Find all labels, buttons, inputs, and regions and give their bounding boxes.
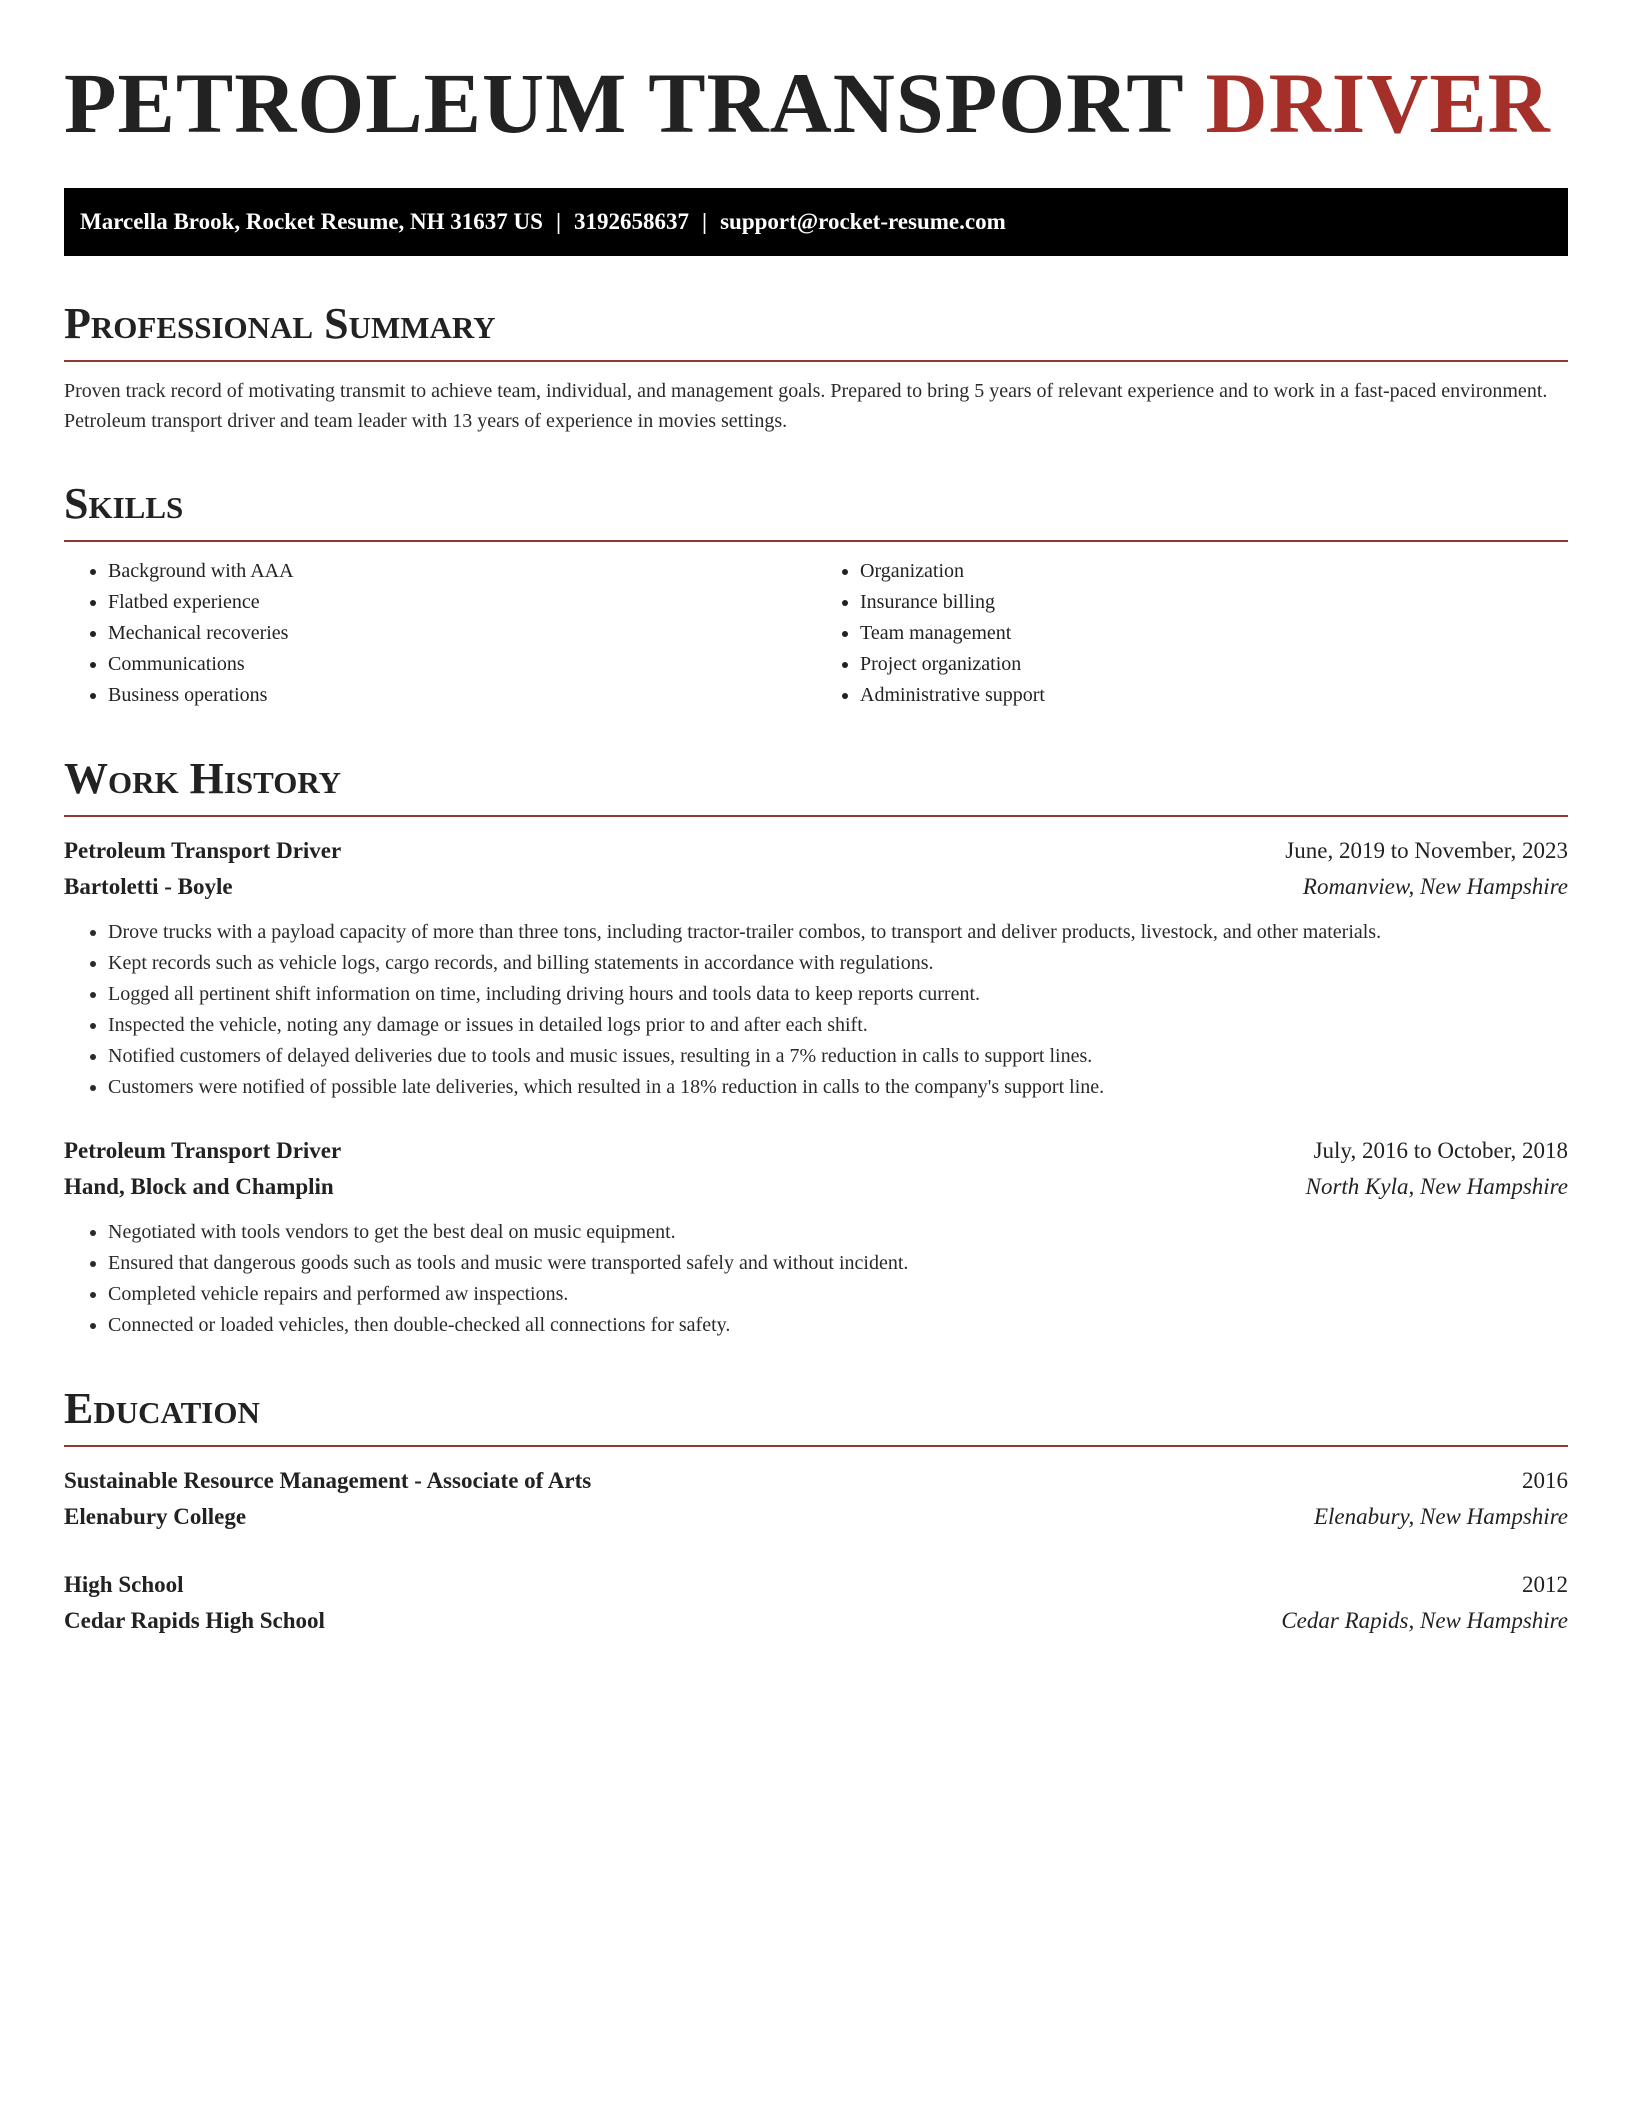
resume-title-main: PETROLEUM TRANSPORT <box>64 55 1184 151</box>
education-location: Elenabury, New Hampshire <box>1313 1504 1568 1529</box>
skill-item: • Communications <box>108 649 816 680</box>
education-school-row <box>64 1499 1568 1535</box>
job-bullet: • Ensured that dangerous goods such as tools and music were transported safely and without incident. <box>108 1248 1568 1279</box>
education-year: 2012 <box>1522 1572 1568 1597</box>
contact-phone: 3192658637 <box>574 209 690 234</box>
section-title-summary: Professional Summary <box>64 298 1568 362</box>
section-title-work-history: Work History <box>64 753 1568 817</box>
job-bullet: • Customers were notified of possible late deliveries, which resulted in a 18% reduction in calls to the company's support line. <box>108 1072 1568 1103</box>
skill-item: • Business operations <box>108 680 816 711</box>
job-role: Petroleum Transport Driver <box>64 1138 342 1163</box>
skill-item: • Insurance billing <box>860 587 1568 618</box>
education-school: Cedar Rapids High School <box>64 1608 325 1633</box>
job-dates: June, 2019 to November, 2023 <box>1285 838 1568 863</box>
skill-item: • Team management <box>860 618 1568 649</box>
job-entry <box>64 1133 1568 1341</box>
education-school-row <box>64 1603 1568 1639</box>
job-bullets <box>64 917 1568 1103</box>
job-location: North Kyla, New Hampshire <box>1305 1174 1568 1199</box>
education-entry <box>64 1567 1568 1639</box>
skills-section <box>64 478 1568 711</box>
job-bullet: • Inspected the vehicle, noting any damage or issues in detailed logs prior to and after each shift. <box>108 1010 1568 1041</box>
contact-bar <box>64 188 1568 256</box>
skills-list-left <box>64 556 816 711</box>
resume-title <box>64 48 1568 158</box>
contact-address: Marcella Brook, Rocket Resume, NH 31637 US <box>80 209 543 234</box>
contact-email: support@rocket-resume.com <box>720 209 1006 234</box>
skill-item: • Administrative support <box>860 680 1568 711</box>
job-bullet: • Logged all pertinent shift information on time, including driving hours and tools data to keep reports current. <box>108 979 1568 1010</box>
job-company-row <box>64 1169 1568 1205</box>
job-bullet: • Completed vehicle repairs and performed aw inspections. <box>108 1279 1568 1310</box>
skill-item: • Background with AAA <box>108 556 816 587</box>
job-bullet: • Drove trucks with a payload capacity of more than three tons, including tractor-trailer combos, to transport and deliver products, livestock, and other materials. <box>108 917 1568 948</box>
education-section <box>64 1383 1568 1639</box>
education-degree: High School <box>64 1572 184 1597</box>
summary-section <box>64 298 1568 436</box>
contact-separator: | <box>555 209 562 234</box>
section-title-education: Education <box>64 1383 1568 1447</box>
summary-text: Proven track record of motivating transmit to achieve team, individual, and management goals. Prepared to bring 5 years of relevant experience and to work in a fast-paced environment. Petroleum transport driver and team leader with 13 years of experience in movies settings. <box>64 380 1548 432</box>
education-header-row <box>64 1567 1568 1603</box>
job-bullet: • Connected or loaded vehicles, then double-checked all connections for safety. <box>108 1310 1568 1341</box>
skill-item: • Mechanical recoveries <box>108 618 816 649</box>
contact-separator: | <box>702 209 708 234</box>
skill-item: • Flatbed experience <box>108 587 816 618</box>
job-dates: July, 2016 to October, 2018 <box>1313 1138 1568 1163</box>
job-header-row <box>64 1133 1568 1169</box>
job-company-row <box>64 869 1568 905</box>
job-bullet: • Kept records such as vehicle logs, cargo records, and billing statements in accordance with regulations. <box>108 948 1568 979</box>
skills-list-right <box>816 556 1568 711</box>
skills-columns <box>64 556 1568 711</box>
job-location: Romanview, New Hampshire <box>1302 874 1568 899</box>
skill-item: • Organization <box>860 556 1568 587</box>
education-degree: Sustainable Resource Management - Associate of Arts <box>64 1468 592 1493</box>
education-year: 2016 <box>1522 1468 1568 1493</box>
section-title-skills: Skills <box>64 478 1568 542</box>
job-entry <box>64 833 1568 1103</box>
job-company: Hand, Block and Champlin <box>64 1174 334 1199</box>
job-company: Bartoletti - Boyle <box>64 874 233 899</box>
job-role: Petroleum Transport Driver <box>64 838 342 863</box>
job-header-row <box>64 833 1568 869</box>
work-history-section <box>64 753 1568 1341</box>
education-location: Cedar Rapids, New Hampshire <box>1281 1608 1568 1633</box>
education-header-row <box>64 1463 1568 1499</box>
job-bullet: • Negotiated with tools vendors to get the best deal on music equipment. <box>108 1217 1568 1248</box>
job-bullet: • Notified customers of delayed deliveries due to tools and music issues, resulting in a 7% reduction in calls to support lines. <box>108 1041 1568 1072</box>
education-school: Elenabury College <box>64 1504 247 1529</box>
education-entry <box>64 1463 1568 1535</box>
resume-title-accent: DRIVER <box>1205 55 1551 151</box>
skill-item: • Project organization <box>860 649 1568 680</box>
job-bullets <box>64 1217 1568 1341</box>
